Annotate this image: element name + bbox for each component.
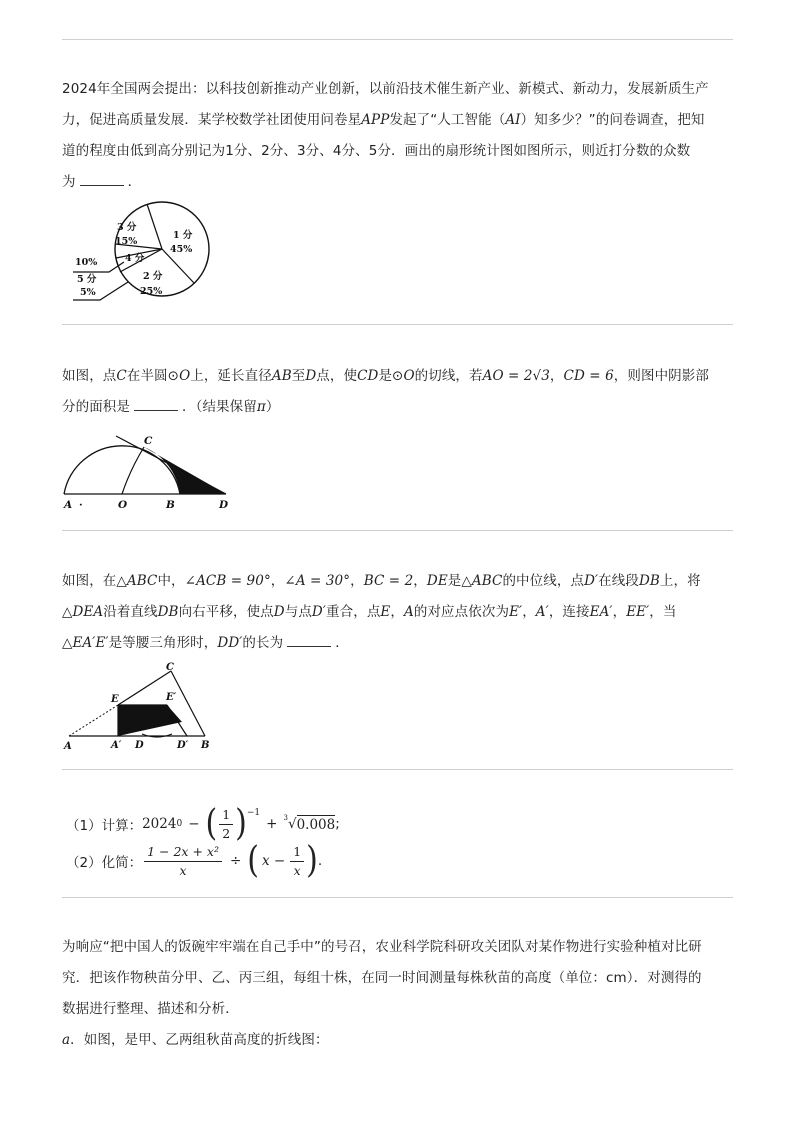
point-a-label: A [64, 741, 72, 752]
q3-line: △DEA沿着直线DB向右平移，使点D与点D′重合，点E，A的对应点依次为E′，A′，连接EA′，EE′，当 [62, 604, 677, 620]
q5-line: 究．把该作物秧苗分甲、乙、丙三组，每组十株，在同一时间测量每株秋苗的高度（单位：cm）．对测得的 [62, 970, 702, 986]
q3-line: 如图，在△ABC中，∠ACB = 90°，∠A = 30°，BC = 2，DE是△ABC的中位线，点D′在线段DB上，将 [62, 573, 701, 589]
pie-label-5: 5 分 [77, 274, 97, 285]
point-c-label: C [144, 435, 153, 447]
q3-line: △EA′E′是等腰三角形时，DD′的长为 ． [62, 628, 734, 659]
pie-pct-1: 45% [170, 244, 193, 255]
dot-mark: · [79, 499, 83, 511]
pie-pct-4: 10% [75, 257, 98, 268]
q5-line: 数据进行整理、描述和分析． [62, 1001, 239, 1017]
fraction-one-over-x: $\frac{1}{x}$ [290, 844, 304, 879]
answer-blank[interactable] [287, 632, 331, 647]
q5-line: 为响应“把中国人的饭碗牢牢端在自己手中”的号召，农业科学院科研攻关团队对某作物进行实验种植对比研 [62, 939, 702, 955]
divider [62, 769, 733, 770]
q5-line: a．如图，是甲、乙两组秋苗高度的折线图： [62, 1032, 329, 1048]
answer-blank[interactable] [80, 171, 124, 186]
pie-chart-figure [70, 196, 210, 304]
q1-line: 2024年全国两会提出：以科技创新推动产业创新，以前沿技术催生新产业、新模式、新动力，发展新质生产 [62, 81, 709, 97]
point-b-label: B [201, 740, 210, 751]
q2-line: 分的面积是 ．（结果保留π） [62, 392, 734, 423]
question-1-text [62, 74, 734, 198]
q4-part-1: （1）计算： 2024 0 − ( $\frac{1}{2}$ ) −1 + 3 √ 0.008 ; [66, 802, 340, 845]
point-e-label: E [111, 694, 119, 705]
q1-line: 力，促进高质量发展．某学校数学社团使用问卷星APP发起了“人工智能（AI）知多少？”的问卷调查，把知 [62, 112, 705, 128]
triangle-translation-figure [62, 662, 222, 752]
point-a-prime-label: A′ [111, 740, 122, 751]
divider [62, 324, 733, 325]
q1-line: 道的程度由低到高分别记为1分、2分、3分、4分、5分．画出的扇形统计图如图所示，则近打分数的众数 [62, 143, 691, 159]
point-e-prime-label: E′ [166, 692, 177, 703]
point-a-label: A [64, 499, 73, 511]
pie-pct-5: 5% [80, 287, 96, 298]
answer-blank[interactable] [134, 396, 178, 411]
pie-pct-3: 15% [115, 236, 138, 247]
pie-pct-2: 25% [140, 286, 163, 297]
fraction-polynomial: $\frac{\text{1 − 2x + x²}}{x}$ [144, 844, 222, 879]
point-d-label: D [219, 499, 229, 511]
point-d-prime-label: D′ [177, 740, 189, 751]
q1-line: 为 ． [62, 167, 734, 198]
question-2-text [62, 361, 734, 423]
point-o-label: O [118, 499, 128, 511]
question-3-text [62, 566, 734, 659]
question-5-text [62, 932, 734, 1056]
pie-label-1: 1 分 [173, 230, 193, 241]
cube-root-value: 0.008 [296, 817, 336, 833]
point-b-label: B [166, 499, 175, 511]
semicircle-tangent-figure [62, 432, 232, 512]
point-d-label: D [135, 740, 144, 751]
divider [62, 897, 733, 898]
q2-line: 如图，点C在半圆⊙O上，延长直径AB至D点，使CD是⊙O的切线，若AO = 2√3，CD = 6，则图中阴影部 [62, 368, 709, 384]
pie-label-3: 3 分 [117, 222, 137, 233]
fraction-one-half: $\frac{1}{2}$ [219, 807, 233, 842]
q4-part-2: （2）化简： $\frac{\text{1 − 2x + x²}}{x}$ ÷ ( x − $\frac{1}{x}$ ) . [66, 839, 323, 882]
divider [62, 530, 733, 531]
point-c-label: C [166, 662, 174, 673]
pie-label-4: 4 分 [125, 253, 145, 264]
pie-label-2: 2 分 [143, 271, 163, 282]
divider [62, 39, 733, 40]
